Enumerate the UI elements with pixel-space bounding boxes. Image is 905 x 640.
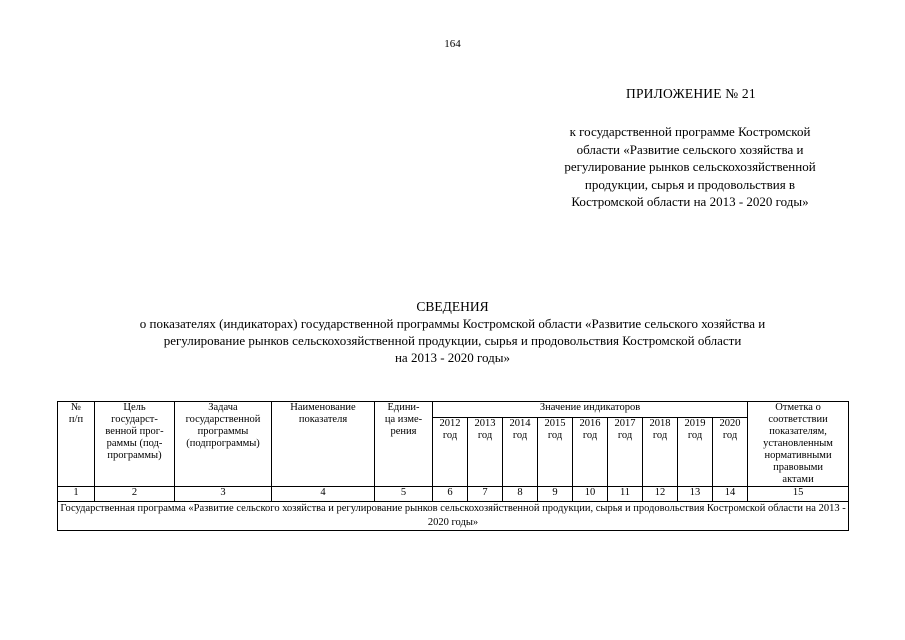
year-unit: год: [687, 430, 703, 441]
column-number: 11: [608, 487, 643, 502]
document-heading: СВЕДЕНИЯ: [416, 299, 489, 314]
column-number: 12: [643, 487, 678, 502]
year-header-2013: [468, 418, 503, 487]
year-label: 2015: [544, 418, 566, 429]
column-number: 14: [713, 487, 748, 502]
column-number: 9: [538, 487, 573, 502]
year-header-2012: [433, 418, 468, 487]
column-number: 10: [573, 487, 608, 502]
header-indicator-name: Наименование показателя: [272, 402, 375, 487]
header-task: Задача государственной программы (подпрограммы): [175, 402, 272, 487]
year-unit: год: [512, 430, 528, 441]
column-number: 2: [95, 487, 175, 502]
header-number: № п/п: [58, 402, 95, 487]
program-row: [58, 502, 849, 531]
header-row: [58, 402, 849, 418]
header-unit: Едини- ца изме- рения: [375, 402, 433, 487]
year-label: 2014: [509, 418, 531, 429]
header-compliance-note: Отметка о соответствии показателям, установленным нормативными правовыми актами: [748, 402, 849, 487]
appendix-title: ПРИЛОЖЕНИЕ № 21: [626, 86, 756, 101]
column-number: 4: [272, 487, 375, 502]
column-number-row: [58, 487, 849, 502]
year-unit: год: [582, 430, 598, 441]
year-label: 2012: [439, 418, 461, 429]
indicators-table: [57, 401, 849, 531]
year-label: 2016: [579, 418, 601, 429]
year-label: 2019: [684, 418, 706, 429]
column-number: 15: [748, 487, 849, 502]
year-header-2019: [678, 418, 713, 487]
year-header-2018: [643, 418, 678, 487]
year-label: 2017: [614, 418, 636, 429]
appendix-reference: к государственной программе Костромской области «Развитие сельского хозяйства и регулирование рынков сельскохозяйственной продукции, сырья и продовольствия в Костромской области на 2013 - 2020 годы»: [564, 124, 816, 209]
column-number: 1: [58, 487, 95, 502]
column-number: 3: [175, 487, 272, 502]
column-number: 8: [503, 487, 538, 502]
year-unit: год: [652, 430, 668, 441]
year-unit: год: [477, 430, 493, 441]
year-unit: год: [442, 430, 458, 441]
year-label: 2018: [649, 418, 671, 429]
program-row-text: Государственная программа «Развитие сельского хозяйства и регулирование рынков сельскохозяйственной продукции, сырья и продовольствия Костромской области на 2013 - 2020 годы»: [58, 502, 849, 531]
column-number: 7: [468, 487, 503, 502]
year-label: 2013: [474, 418, 496, 429]
year-header-2015: [538, 418, 573, 487]
column-number: 6: [433, 487, 468, 502]
year-unit: год: [547, 430, 563, 441]
page-number: 164: [444, 38, 461, 50]
header-indicator-values: Значение индикаторов: [433, 402, 748, 418]
year-header-2017: [608, 418, 643, 487]
header-goal: Цель государст- венной прог- раммы (под- программы): [95, 402, 175, 487]
year-unit: год: [617, 430, 633, 441]
column-number: 13: [678, 487, 713, 502]
year-header-2014: [503, 418, 538, 487]
year-header-2016: [573, 418, 608, 487]
year-unit: год: [722, 430, 738, 441]
year-header-2020: [713, 418, 748, 487]
column-number: 5: [375, 487, 433, 502]
document-subheading: о показателях (индикаторах) государственной программы Костромской области «Развитие сельского хозяйства и регулирование рынков сельскохозяйственной продукции, сырья и продовольствия Костромской области на 2013 - 2020 годы»: [139, 316, 766, 365]
year-label: 2020: [719, 418, 741, 429]
